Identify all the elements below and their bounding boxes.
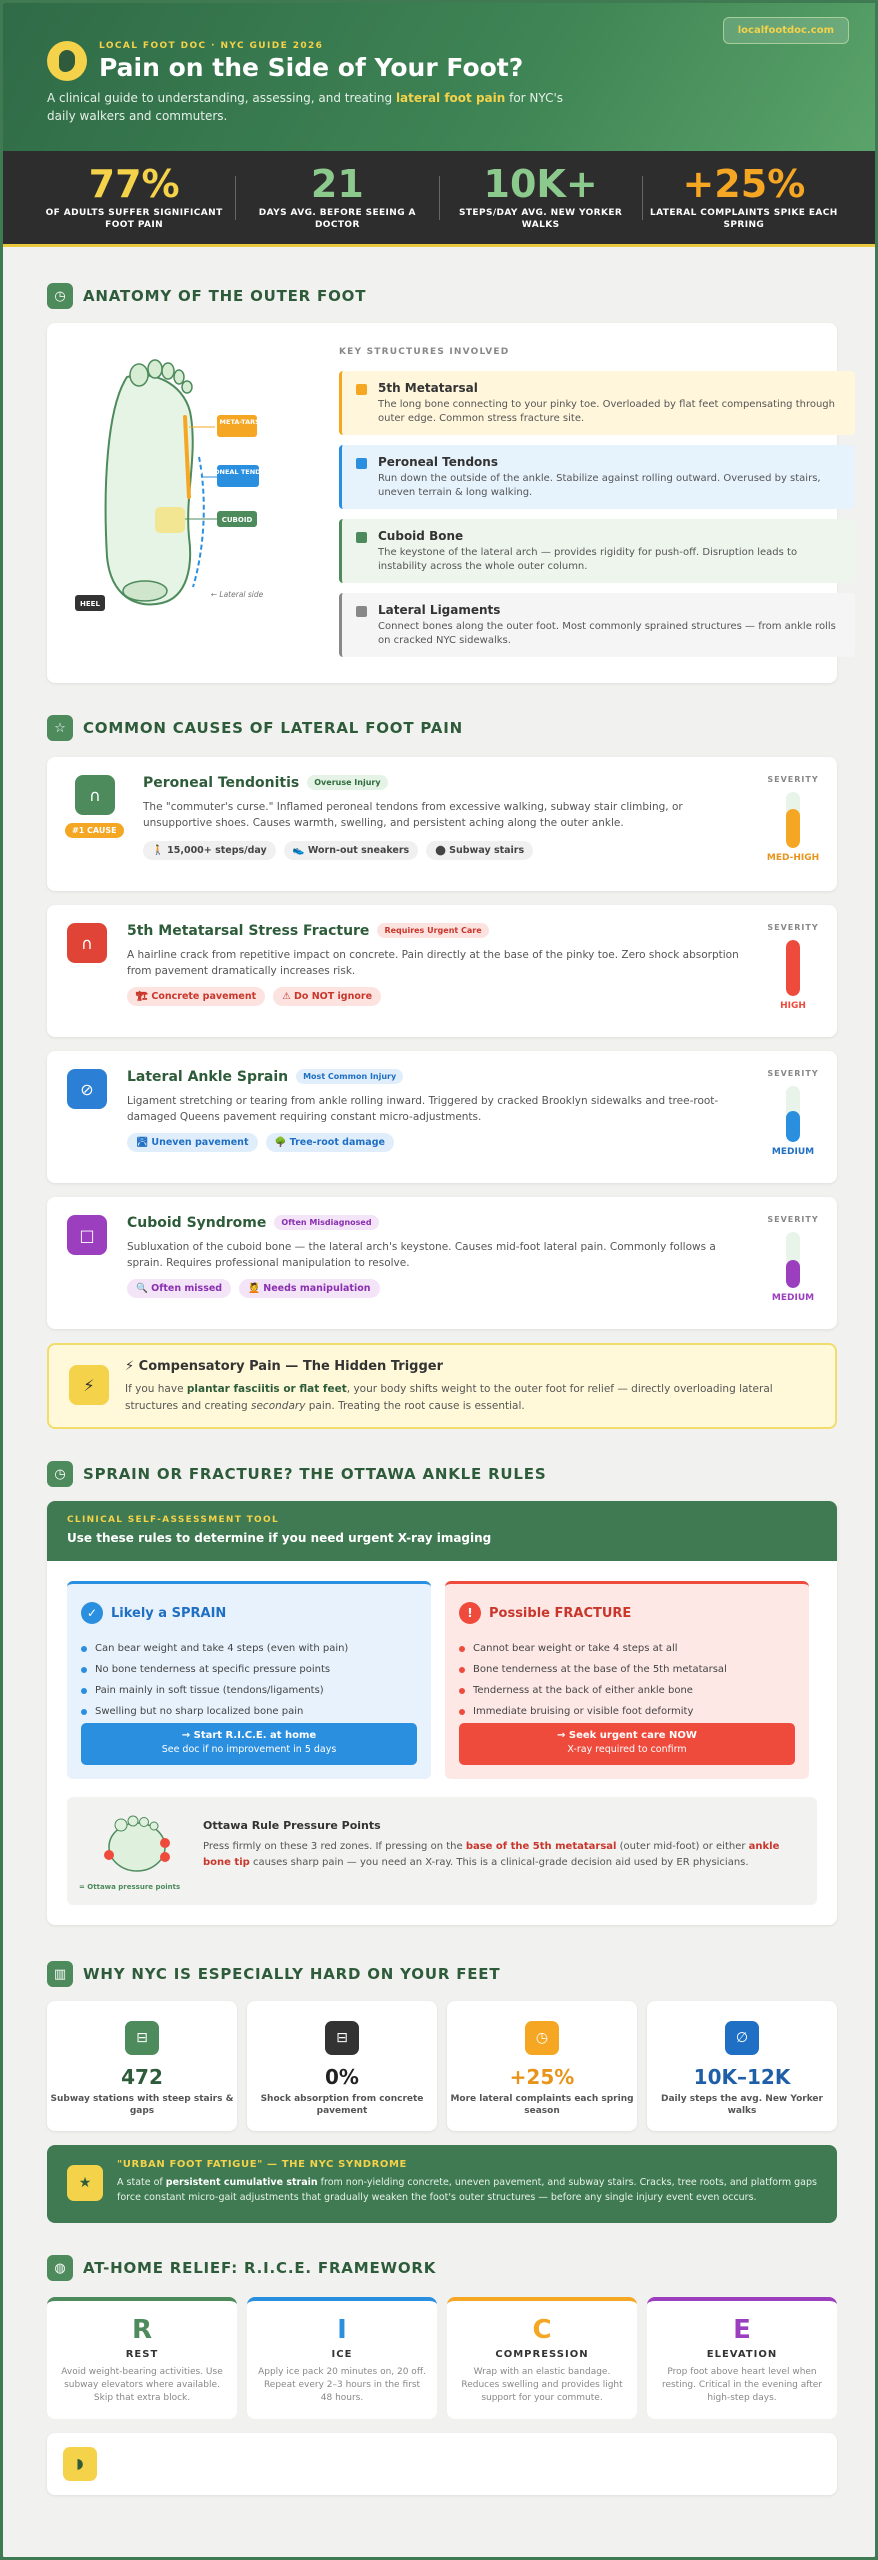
cuboid-diagram-label: CUBOID [221, 516, 253, 524]
structure-desc: The keystone of the lateral arch — provides rigidity for push-off. Disruption leads to instability across the whole outer column. [378, 547, 798, 572]
cause-tags [127, 987, 381, 1006]
section-heading-anatomy [47, 283, 366, 309]
cause-name: Peroneal Tendonitis Overuse Injury [143, 775, 388, 791]
severity-fill [786, 1111, 800, 1142]
severity-label: SEVERITY [767, 1069, 819, 1078]
structure-title: 5th Metatarsal [378, 381, 478, 395]
tag: 🌳 Tree-root damage [266, 1133, 394, 1152]
fatigue-title: "URBAN FOOT FATIGUE" — THE NYC SYNDROME [117, 2159, 407, 2170]
subway-icon: ⊟ [125, 2021, 159, 2055]
severity-meter [763, 923, 823, 1011]
tag: 🚶 15,000+ steps/day [143, 841, 276, 860]
cause-tags [127, 1133, 394, 1152]
ottawa-subtitle: Use these rules to determine if you need urgent X-ray imaging [67, 1531, 492, 1545]
clock-icon: ◷ [47, 283, 73, 309]
seek-urgent-care-button[interactable]: → Seek urgent care NOW X-ray required to confirm [459, 1723, 795, 1765]
cause-name: 5th Metatarsal Stress Fracture Requires Urgent Care [127, 923, 489, 939]
bone-icon: ∩ [67, 923, 107, 963]
list-item: Can bear weight and take 4 steps (even with pain) [81, 1638, 417, 1659]
cause-name: Lateral Ankle Sprain Most Common Injury [127, 1069, 403, 1085]
start-rice-button[interactable]: → Start R.I.C.E. at home See doc if no improvement in 5 days [81, 1723, 417, 1765]
list-item: Tenderness at the back of either ankle bone [459, 1680, 795, 1701]
section-heading-nyc [47, 1961, 500, 1987]
list-item: Immediate bruising or visible foot deformity [459, 1701, 795, 1722]
stat-value: 77% [88, 162, 180, 206]
rice-desc: Prop foot above heart level when resting. Critical in the evening after high-step days. [661, 2367, 823, 2403]
stat-value: 21 [310, 162, 364, 206]
severity-bar [786, 1086, 800, 1142]
bone-block-icon: □ [67, 1215, 107, 1255]
bar-chart-icon: ▥ [47, 1961, 73, 1987]
foot-diagram [67, 347, 307, 637]
fatigue-text: A state of persistent cumulative strain from non-yielding concrete, uneven pavement, and subway stairs. Cracks, tree roots, and platform gaps force constant micro-gait adjustments that gradually weaken the foot's outer structures — before any single injury event even occurs. [117, 2177, 817, 2203]
nyc-stat-value: 10K–12K [693, 2065, 791, 2089]
sprain-column [67, 1581, 431, 1779]
lightning-icon: ⚡ [69, 1365, 109, 1405]
section-title: AT-HOME RELIEF: R.I.C.E. FRAMEWORK [83, 2259, 437, 2277]
severity-label: SEVERITY [767, 775, 819, 784]
section-title: WHY NYC IS ESPECIALLY HARD ON YOUR FEET [83, 1965, 501, 1983]
hero-kicker: LOCAL FOOT DOC · NYC GUIDE 2026 [99, 41, 324, 51]
cause-badge: Overuse Injury [307, 775, 387, 790]
tag: 🛣 Uneven pavement [127, 1133, 258, 1152]
hero-header [3, 3, 875, 151]
pavement-icon: ⊟ [325, 2021, 359, 2055]
rice-card-ice [247, 2297, 437, 2419]
clock-icon: ◷ [525, 2021, 559, 2055]
structure-ligaments [339, 593, 855, 657]
ottawa-kicker: CLINICAL SELF-ASSESSMENT TOOL [67, 1515, 279, 1525]
rice-letter: E [733, 2315, 751, 2345]
check-icon: ✓ [81, 1602, 103, 1624]
site-link-button[interactable]: localfootdoc.com [723, 17, 849, 44]
page-title: Pain on the Side of Your Foot? [99, 53, 524, 82]
rice-desc: Wrap with an elastic bandage. Reduces swelling and provides light support for your commute. [461, 2367, 623, 2403]
callout-text: If you have plantar fasciitis or flat feet, your body shifts weight to the outer foot for relief — directly overloading lateral structures and creating secondary pain. Treating the root cause is essential. [125, 1383, 773, 1412]
severity-meter [763, 775, 823, 863]
star-icon: ★ [67, 2165, 103, 2201]
cause-tags [127, 1279, 380, 1298]
stat-value: 10K+ [483, 162, 598, 206]
fracture-list [459, 1638, 795, 1722]
cause-desc: A hairline crack from repetitive impact on concrete. Pain directly at the base of the pinky toe. Zero shock absorption from pavement dramatically increases risk. [127, 949, 739, 977]
nyc-stat-label: More lateral complaints each spring season [450, 2094, 634, 2116]
severity-label: SEVERITY [767, 1215, 819, 1224]
clock-icon: ◷ [47, 1461, 73, 1487]
structures-heading: KEY STRUCTURES INVOLVED [339, 347, 510, 357]
stat-item [643, 164, 845, 231]
cause-name: Cuboid Syndrome Often Misdiagnosed [127, 1215, 379, 1231]
pressure-points-box [67, 1797, 817, 1905]
rice-word: ICE [331, 2349, 353, 2360]
rice-letter: C [532, 2315, 552, 2345]
ankle-icon: ⊘ [67, 1069, 107, 1109]
rice-desc: Apply ice pack 20 minutes on, 20 off. Repeat every 2–3 hours in the first 48 hours. [258, 2367, 426, 2403]
list-item: Swelling but no sharp localized bone pain [81, 1701, 417, 1722]
severity-bar [786, 1232, 800, 1288]
alert-icon: ! [459, 1602, 481, 1624]
tag: 👟 Worn-out sneakers [284, 841, 418, 860]
structure-cuboid [339, 519, 855, 583]
urban-fatigue-callout [47, 2145, 837, 2223]
nyc-stat-value: +25% [509, 2065, 575, 2089]
pressure-text: Press firmly on these 3 red zones. If pressing on the base of the 5th metatarsal (outer mid-foot) or either ankle bone tip causes sharp pain — you need an X-ray. This is a clinical-grade decision aid used by ER physicians. [203, 1841, 780, 1868]
structure-peroneal [339, 445, 855, 509]
structure-title: Lateral Ligaments [378, 603, 501, 617]
footprint-icon: ∅ [725, 2021, 759, 2055]
severity-fill [786, 940, 800, 996]
rice-word: COMPRESSION [495, 2349, 589, 2360]
heel-diagram-label: HEEL [80, 600, 100, 608]
rice-card-rest [47, 2297, 237, 2419]
structure-metatarsal [339, 371, 855, 435]
star-icon: ☆ [47, 715, 73, 741]
section-heading-causes [47, 715, 463, 741]
fracture-column [445, 1581, 809, 1779]
structure-desc: The long bone connecting to your pinky toe. Overloaded by flat feet compensating through outer edge. Common stress fracture site. [378, 399, 835, 424]
leaf-icon: ◍ [47, 2255, 73, 2281]
section-heading-rice [47, 2255, 436, 2281]
list-item: Pain mainly in soft tissue (tendons/ligaments) [81, 1680, 417, 1701]
tag: ⚠ Do NOT ignore [273, 987, 381, 1006]
rice-card-compression [447, 2297, 637, 2419]
footer-card [47, 2433, 837, 2495]
severity-meter [763, 1069, 823, 1157]
stat-label: DAYS AVG. BEFORE SEEING A DOCTOR [258, 208, 416, 230]
nyc-stat-card [647, 2001, 837, 2131]
sprain-heading: ✓ Likely a SPRAIN [81, 1602, 417, 1624]
stat-label: OF ADULTS SUFFER SIGNIFICANT FOOT PAIN [45, 208, 223, 230]
nyc-stat-value: 0% [325, 2065, 359, 2089]
cause-card-stress-fracture [47, 905, 837, 1037]
tendon-icon: ∩ [75, 775, 115, 815]
tag: 🏗 Concrete pavement [127, 987, 265, 1006]
severity-value: MEDIUM [771, 1147, 815, 1157]
pressure-caption: = Ottawa pressure points [79, 1883, 181, 1891]
color-swatch [356, 384, 367, 395]
tag: 💆 Needs manipulation [239, 1279, 379, 1298]
stat-label: LATERAL COMPLAINTS SPIKE EACH SPRING [650, 208, 838, 230]
hero-subtitle: A clinical guide to understanding, assessing, and treating lateral foot pain for NYC's daily walkers and commuters. [47, 91, 564, 123]
anatomy-card [47, 323, 837, 683]
cause-card-ankle-sprain [47, 1051, 837, 1183]
cause-desc: Subluxation of the cuboid bone — the lateral arch's keystone. Causes mid-foot lateral pain. Commonly follows a sprain. Requires professional manipulation to resolve. [127, 1241, 716, 1269]
nyc-stat-label: Shock absorption from concrete pavement [260, 2094, 424, 2116]
rice-word: ELEVATION [706, 2349, 778, 2360]
cause-badge: Requires Urgent Care [377, 923, 488, 938]
rice-letter: R [131, 2315, 153, 2345]
fracture-heading: ! Possible FRACTURE [459, 1602, 795, 1624]
cause-badge: Most Common Injury [296, 1069, 403, 1084]
tag: 🔍 Often missed [127, 1279, 231, 1298]
color-swatch [356, 458, 367, 469]
list-item: No bone tenderness at specific pressure points [81, 1659, 417, 1680]
nyc-stat-card [47, 2001, 237, 2131]
severity-fill [786, 1260, 800, 1288]
structure-desc: Connect bones along the outer foot. Most commonly sprained structures — from ankle rolls on cracked NYC sidewalks. [378, 621, 836, 646]
tag: ⬤ Subway stairs [426, 841, 533, 860]
severity-bar [786, 940, 800, 996]
nyc-stat-label: Daily steps the avg. New Yorker walks [661, 2094, 823, 2116]
severity-value: HIGH [780, 1001, 806, 1011]
severity-value: MED-HIGH [766, 853, 820, 863]
nyc-stat-label: Subway stations with steep stairs & gaps [50, 2094, 234, 2116]
ottawa-card [47, 1501, 837, 1925]
callout-title: ⚡ Compensatory Pain — The Hidden Trigger [125, 1359, 443, 1374]
compensatory-callout [47, 1343, 837, 1429]
pressure-title: Ottawa Rule Pressure Points [203, 1819, 381, 1832]
cause-badge: Often Misdiagnosed [274, 1215, 378, 1230]
nyc-stat-card [247, 2001, 437, 2131]
rice-word: REST [125, 2349, 159, 2360]
nyc-stat-value: 472 [121, 2065, 163, 2089]
ottawa-header [47, 1501, 837, 1561]
rice-letter: I [337, 2315, 347, 2345]
color-swatch [356, 532, 367, 543]
cause-desc: Ligament stretching or tearing from ankle rolling inward. Triggered by cracked Brooklyn sidewalks and tree-root-damaged Queens pavement requiring constant micro-adjustments. [127, 1095, 719, 1123]
rank-badge: #1 CAUSE [65, 823, 124, 838]
severity-meter [763, 1215, 823, 1303]
cause-desc: The "commuter's curse." Inflamed peroneal tendons from excessive walking, subway stair climbing, or unsupportive shoes. Causes warmth, swelling, and persistent aching along the outer ankle. [143, 801, 683, 829]
section-title: ANATOMY OF THE OUTER FOOT [83, 287, 367, 305]
list-item: Bone tenderness at the base of the 5th metatarsal [459, 1659, 795, 1680]
severity-fill [786, 809, 800, 848]
severity-bar [786, 792, 800, 848]
section-title: COMMON CAUSES OF LATERAL FOOT PAIN [83, 719, 463, 737]
stat-label: STEPS/DAY AVG. NEW YORKER WALKS [459, 208, 623, 230]
section-title: SPRAIN OR FRACTURE? THE OTTAWA ANKLE RULES [83, 1465, 547, 1483]
cause-card-peroneal [47, 757, 837, 891]
stats-bar [3, 151, 875, 247]
sprain-list [81, 1638, 417, 1722]
cause-tags [143, 841, 533, 860]
cause-card-cuboid [47, 1197, 837, 1329]
structure-desc: Run down the outside of the ankle. Stabilize against rolling outward. Overused by stairs, uneven terrain & long walking. [378, 473, 821, 498]
list-item: Cannot bear weight or take 4 steps at all [459, 1638, 795, 1659]
stat-value: +25% [682, 162, 806, 206]
nyc-stat-card [447, 2001, 637, 2131]
lateral-side-label: ← Lateral side [210, 590, 264, 599]
severity-value: MEDIUM [771, 1293, 815, 1303]
structure-title: Cuboid Bone [378, 529, 464, 543]
stat-item [236, 164, 438, 231]
foot-logo-icon [47, 41, 87, 81]
severity-label: SEVERITY [767, 923, 819, 932]
rice-desc: Avoid weight-bearing activities. Use subway elevators where available. Skip that extra block. [61, 2367, 223, 2403]
color-swatch [356, 606, 367, 617]
stat-item [440, 164, 642, 231]
peroneal-diagram-label: PERONEAL TENDONS [199, 468, 277, 476]
stat-item [33, 164, 235, 231]
shoe-icon: ◗ [63, 2447, 97, 2481]
rice-card-elevation [647, 2297, 837, 2419]
metatarsal-diagram-label: 5th META-TARSAL [205, 418, 269, 426]
section-heading-ottawa [47, 1461, 546, 1487]
structure-title: Peroneal Tendons [378, 455, 498, 469]
